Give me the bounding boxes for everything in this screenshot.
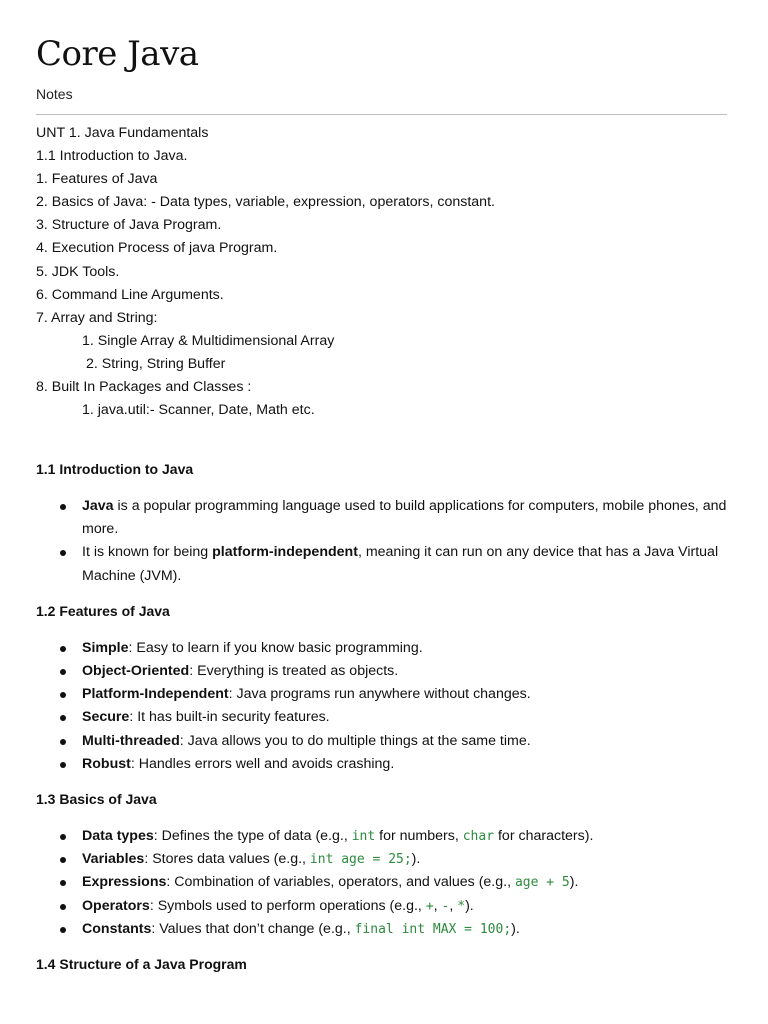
term: platform-independent: [212, 544, 358, 561]
list-item: [82, 637, 736, 660]
term: Object-Oriented: [82, 663, 190, 680]
text-run: : Stores data values (e.g.,: [144, 851, 310, 868]
text-run: : Java programs run anywhere without changes.: [228, 686, 531, 703]
section-heading: 1.3 Basics of Java: [36, 791, 157, 808]
text-run: : Handles errors well and avoids crashing.: [130, 755, 395, 772]
bullet-list: [36, 637, 736, 776]
list-item: [82, 541, 736, 587]
text-run: ,: [449, 897, 458, 914]
page-title: Core Java: [36, 34, 199, 74]
outline-line: UNT 1. Java Fundamentals: [36, 125, 209, 141]
list-item: [82, 848, 736, 871]
code-snippet: char: [462, 829, 495, 845]
list-item: [82, 660, 736, 683]
text-run: for characters).: [494, 828, 594, 845]
term: Variables: [82, 851, 145, 868]
text-run: : Everything is treated as objects.: [189, 663, 399, 680]
outline-line: 2. String, String Buffer: [86, 355, 226, 372]
code-snippet: final int MAX = 100;: [354, 921, 512, 937]
text-run: It is known for being: [82, 544, 213, 561]
text-run: is a popular programming language used to build applications for computers, mobile phones, and more.: [82, 498, 727, 538]
code-snippet: -: [441, 898, 450, 914]
section-heading: 1.2 Features of Java: [36, 602, 170, 619]
term: Expressions: [82, 874, 167, 891]
list-item: [82, 895, 736, 918]
term: Data types: [82, 828, 154, 845]
divider: [36, 114, 727, 115]
list-item: [82, 683, 736, 706]
text-run: , meaning it can run on any device that has a Java Virtual Machine (JVM).: [82, 544, 719, 584]
list-item: [82, 825, 736, 848]
text-run: : Symbols used to perform operations (e.g.,: [149, 897, 426, 914]
text-run: for numbers,: [375, 828, 463, 845]
page-subtitle: Notes: [36, 86, 73, 102]
outline-line: 6. Command Line Arguments.: [36, 286, 224, 303]
syllabus-outline: [36, 122, 495, 422]
text-run: ).: [465, 897, 474, 914]
section-heading: 1.1 Introduction to Java: [36, 461, 194, 477]
text-run: : It has built-in security features.: [129, 709, 330, 726]
list-item: [82, 918, 736, 941]
outline-line: 1. java.util:- Scanner, Date, Math etc.: [82, 402, 315, 419]
outline-line: 8. Built In Packages and Classes :: [36, 379, 252, 396]
code-snippet: *: [457, 898, 466, 914]
outline-line: 7. Array and String:: [36, 309, 158, 326]
text-run: : Combination of variables, operators, and values (e.g.,: [166, 874, 515, 891]
term: Secure: [82, 709, 130, 726]
notes-content: [36, 458, 736, 976]
code-snippet: int age = 25;: [309, 852, 412, 868]
text-run: : Easy to learn if you know basic programming.: [128, 639, 423, 656]
bullet-list: [36, 825, 736, 941]
term: Constants: [82, 920, 152, 937]
code-snippet: age + 5: [514, 875, 570, 891]
list-item: [82, 730, 736, 753]
outline-line: 1. Features of Java: [36, 171, 158, 188]
outline-line: 4. Execution Process of java Program.: [36, 240, 278, 257]
list-item: [82, 706, 736, 729]
list-item: [82, 871, 736, 894]
text-run: ).: [569, 874, 579, 891]
text-run: : Java allows you to do multiple things at the same time.: [179, 732, 531, 749]
term: Platform-Independent: [82, 686, 229, 703]
code-snippet: int: [351, 829, 376, 845]
bullet-list: [36, 495, 736, 588]
text-run: ,: [433, 897, 442, 914]
code-snippet: +: [425, 898, 434, 914]
term: Operators: [82, 897, 150, 914]
outline-line: 5. JDK Tools.: [36, 263, 120, 280]
text-run: ).: [511, 920, 520, 937]
outline-line: 1.1 Introduction to Java.: [36, 148, 188, 165]
outline-line: 3. Structure of Java Program.: [36, 217, 222, 234]
term: Multi-threaded: [82, 732, 180, 749]
list-item: [82, 753, 736, 776]
list-item: [82, 495, 736, 541]
section-heading: 1.4 Structure of a Java Program: [36, 956, 247, 973]
outline-line: 1. Single Array & Multidimensional Array: [82, 332, 335, 349]
term: Simple: [82, 639, 129, 656]
text-run: : Values that don’t change (e.g.,: [151, 920, 355, 937]
text-run: : Defines the type of data (e.g.,: [153, 828, 352, 845]
outline-line: 2. Basics of Java: - Data types, variable, expression, operators, constant.: [36, 194, 495, 211]
text-run: ).: [411, 851, 421, 868]
term: Robust: [82, 755, 131, 772]
term: Java: [82, 498, 114, 514]
